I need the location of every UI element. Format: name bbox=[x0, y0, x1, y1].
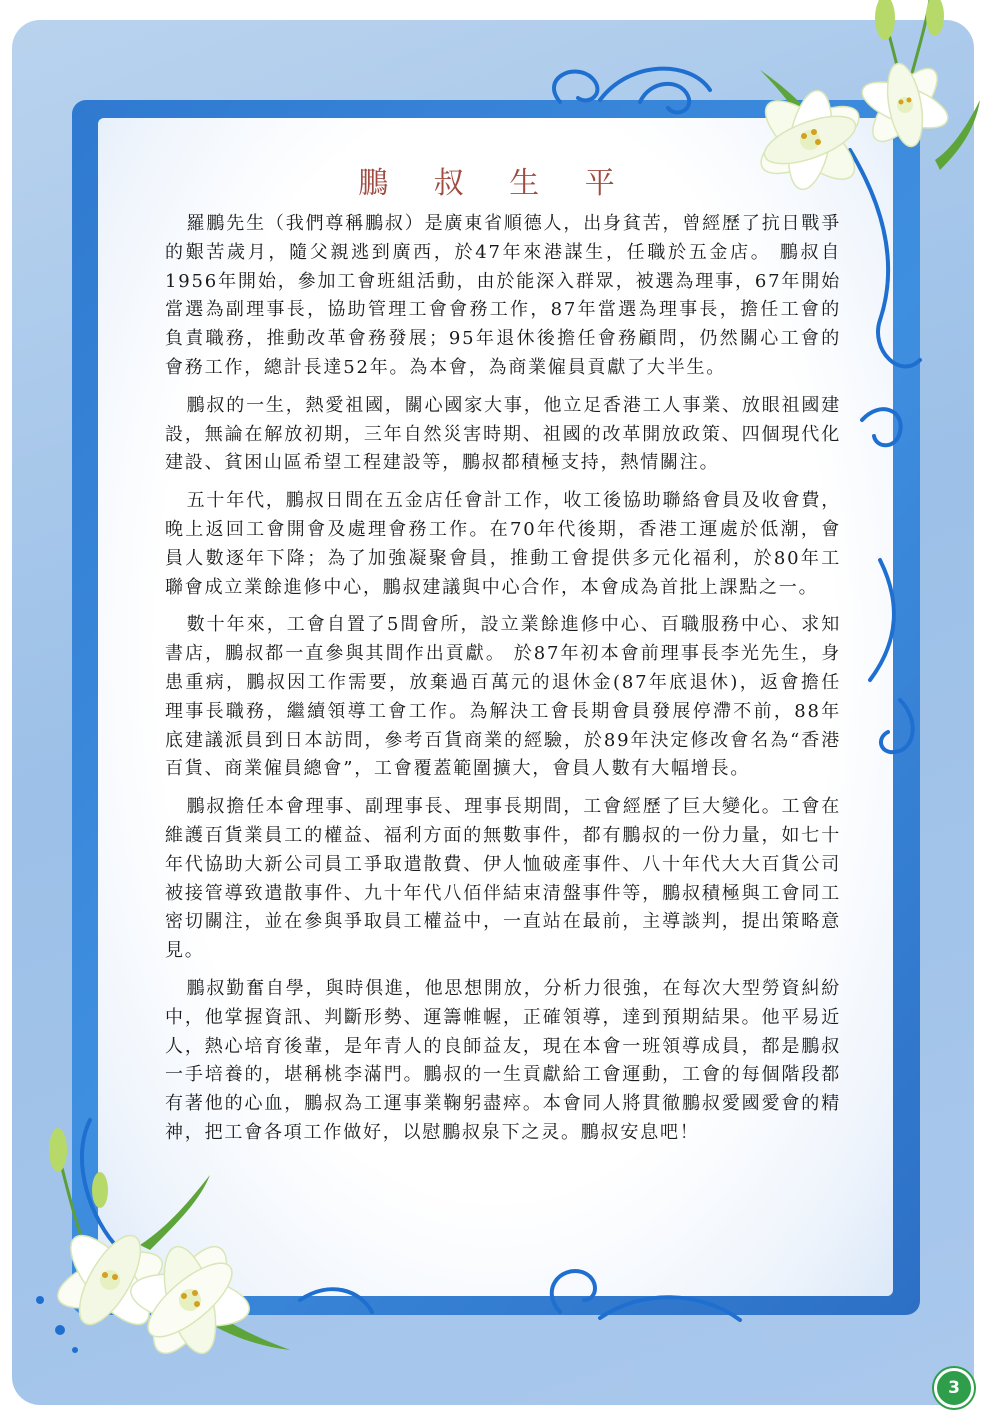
paragraph: 五十年代，鵬叔日間在五金店任會計工作，收工後協助聯絡會員及收會費，晚上返回工會開會及處理會務工作。在70年代後期，香港工運處於低潮，會員人數逐年下降；為了加強凝聚會員，推動工會提供多元化福利，於80年工聯會成立業餘進修中心，鵬叔建議與中心合作，本會成為首批上課點之一。 bbox=[165, 490, 841, 598]
article-body bbox=[165, 210, 841, 1157]
paragraph: 鵬叔的一生，熱愛祖國，關心國家大事，他立足香港工人事業、放眼祖國建設，無論在解放初期，三年自然災害時期、祖國的改革開放政策、四個現代化建設、貧困山區希望工程建設等，鵬叔都積極支持，熱情關注。 bbox=[165, 394, 841, 474]
paragraph: 鵬叔勤奮自學，與時俱進，他思想開放，分析力很強，在每次大型勞資糾紛中，他掌握資訊、判斷形勢、運籌帷幄，正確領導，達到預期結果。他平易近人，熱心培育後輩，是年青人的良師益友，現在本會一班領導成員，都是鵬叔一手培養的，堪稱桃李滿門。鵬叔的一生貢獻給工會運動，工會的每個階段都有著他的心血，鵬叔為工運事業鞠躬盡瘁。本會同人將貫徹鵬叔愛國愛會的精神，把工會各項工作做好，以慰鵬叔泉下之灵。鵬叔安息吧！ bbox=[165, 977, 841, 1143]
paragraph: 羅鵬先生（我們尊稱鵬叔）是廣東省順德人，出身貧苦，曾經歷了抗日戰爭的艱苦歲月，隨父親逃到廣西，於47年來港謀生，任職於五金店。 鵬叔自1956年開始，參加工會班組活動，由於能深入群眾，被選為理事，67年開始當選為副理事長，協助管理工會會務工作，87年當選為理事長，擔任工會的負責職務，推動改革會務發展；95年退休後擔任會務顧問，仍然關心工會的會務工作，總計長達52年。為本會，為商業僱員貢獻了大半生。 bbox=[165, 213, 841, 378]
paragraph: 數十年來，工會自置了5間會所，設立業餘進修中心、百職服務中心、求知書店，鵬叔都一直參與其間作出貢獻。 於87年初本會前理事長李光先生，身患重病，鵬叔因工作需要，放棄過百萬元的退休金(87年底退休)，返會擔任理事長職務，繼續領導工會工作。為解決工會長期會員發展停滯不前，88年底建議派員到日本訪問，參考百貨商業的經驗，於89年決定修改會名為“香港百貨、商業僱員總會”，工會覆蓋範圍擴大，會員人數有大幅增長。 bbox=[165, 614, 841, 780]
page-title: 鵬 叔 生 平 bbox=[358, 166, 633, 201]
paragraph: 鵬叔擔任本會理事、副理事長、理事長期間，工會經歷了巨大變化。工會在維護百貨業員工的權益、福利方面的無數事件，都有鵬叔的一份力量，如七十年代協助大新公司員工爭取遣散費、伊人恤破產事件、八十年代大大百貨公司被接管導致遣散事件、九十年代八佰伴結束清盤事件等，鵬叔積極與工會同工密切關注，並在參與爭取員工權益中，一直站在最前，主導談判，提出策略意見。 bbox=[165, 796, 841, 962]
page-number-badge: 3 bbox=[934, 1368, 974, 1408]
